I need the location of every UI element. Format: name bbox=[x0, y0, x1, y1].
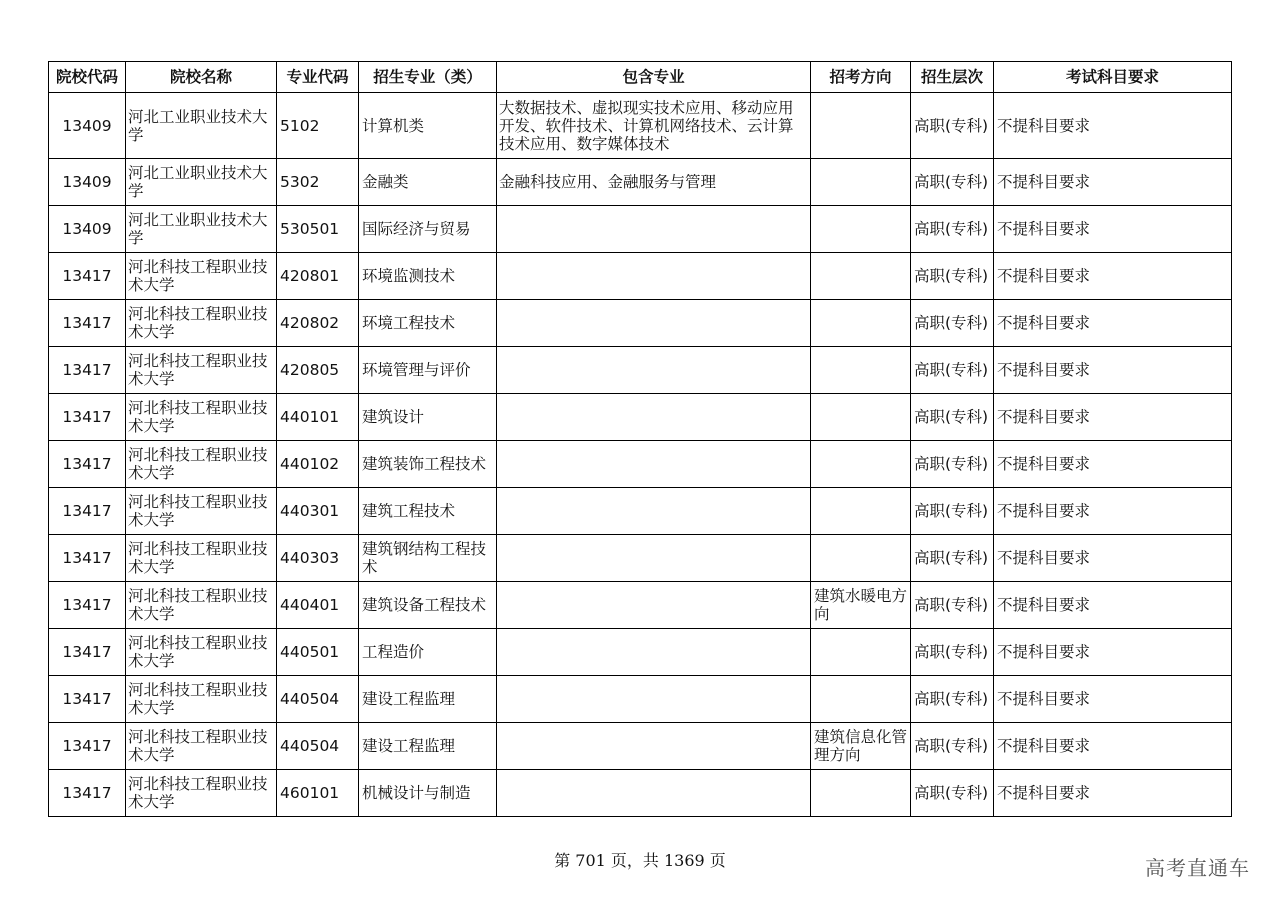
table-row bbox=[49, 723, 1232, 770]
cell-included-majors bbox=[497, 488, 811, 535]
table-row bbox=[49, 206, 1232, 253]
cell-school-name: 河北科技工程职业技术大学 bbox=[126, 394, 277, 441]
cell-included-majors bbox=[497, 394, 811, 441]
cell-direction bbox=[811, 394, 911, 441]
cell-requirement: 不提科目要求 bbox=[994, 347, 1232, 394]
table-header-row bbox=[49, 62, 1232, 93]
cell-school-code: 13417 bbox=[49, 441, 126, 488]
header-major-code: 专业代码 bbox=[277, 62, 359, 93]
table-row bbox=[49, 535, 1232, 582]
cell-major: 建设工程监理 bbox=[359, 723, 497, 770]
cell-level: 高职(专科) bbox=[911, 394, 994, 441]
cell-major: 建筑设备工程技术 bbox=[359, 582, 497, 629]
cell-level: 高职(专科) bbox=[911, 300, 994, 347]
cell-major-code: 440303 bbox=[277, 535, 359, 582]
cell-included-majors bbox=[497, 347, 811, 394]
cell-school-code: 13417 bbox=[49, 253, 126, 300]
cell-requirement: 不提科目要求 bbox=[994, 300, 1232, 347]
cell-requirement: 不提科目要求 bbox=[994, 253, 1232, 300]
table-row bbox=[49, 394, 1232, 441]
cell-school-code: 13417 bbox=[49, 723, 126, 770]
cell-included-majors bbox=[497, 441, 811, 488]
cell-major: 建筑装饰工程技术 bbox=[359, 441, 497, 488]
table-row bbox=[49, 488, 1232, 535]
header-school-name: 院校名称 bbox=[126, 62, 277, 93]
cell-direction bbox=[811, 253, 911, 300]
cell-school-name: 河北科技工程职业技术大学 bbox=[126, 770, 277, 817]
cell-requirement: 不提科目要求 bbox=[994, 441, 1232, 488]
cell-school-name: 河北科技工程职业技术大学 bbox=[126, 300, 277, 347]
table-row bbox=[49, 770, 1232, 817]
cell-included-majors bbox=[497, 253, 811, 300]
cell-school-name: 河北工业职业技术大学 bbox=[126, 93, 277, 159]
cell-major: 环境工程技术 bbox=[359, 300, 497, 347]
cell-major-code: 440102 bbox=[277, 441, 359, 488]
cell-included-majors bbox=[497, 629, 811, 676]
cell-school-name: 河北科技工程职业技术大学 bbox=[126, 582, 277, 629]
cell-requirement: 不提科目要求 bbox=[994, 629, 1232, 676]
header-included-majors: 包含专业 bbox=[497, 62, 811, 93]
cell-included-majors bbox=[497, 770, 811, 817]
cell-major: 环境管理与评价 bbox=[359, 347, 497, 394]
cell-major: 建设工程监理 bbox=[359, 676, 497, 723]
cell-school-name: 河北科技工程职业技术大学 bbox=[126, 441, 277, 488]
cell-included-majors bbox=[497, 535, 811, 582]
cell-school-name: 河北科技工程职业技术大学 bbox=[126, 535, 277, 582]
cell-level: 高职(专科) bbox=[911, 723, 994, 770]
cell-requirement: 不提科目要求 bbox=[994, 159, 1232, 206]
cell-level: 高职(专科) bbox=[911, 253, 994, 300]
cell-school-code: 13417 bbox=[49, 347, 126, 394]
cell-requirement: 不提科目要求 bbox=[994, 93, 1232, 159]
cell-direction bbox=[811, 347, 911, 394]
cell-direction bbox=[811, 441, 911, 488]
cell-direction bbox=[811, 488, 911, 535]
cell-school-name: 河北科技工程职业技术大学 bbox=[126, 629, 277, 676]
cell-school-code: 13417 bbox=[49, 676, 126, 723]
cell-major-code: 440501 bbox=[277, 629, 359, 676]
cell-included-majors bbox=[497, 300, 811, 347]
cell-level: 高职(专科) bbox=[911, 93, 994, 159]
cell-level: 高职(专科) bbox=[911, 770, 994, 817]
cell-level: 高职(专科) bbox=[911, 159, 994, 206]
table-row bbox=[49, 300, 1232, 347]
header-major: 招生专业（类） bbox=[359, 62, 497, 93]
cell-level: 高职(专科) bbox=[911, 582, 994, 629]
cell-major: 金融类 bbox=[359, 159, 497, 206]
cell-school-name: 河北科技工程职业技术大学 bbox=[126, 488, 277, 535]
cell-major-code: 420802 bbox=[277, 300, 359, 347]
cell-major: 建筑设计 bbox=[359, 394, 497, 441]
table-row bbox=[49, 629, 1232, 676]
cell-school-code: 13409 bbox=[49, 206, 126, 253]
cell-school-code: 13417 bbox=[49, 535, 126, 582]
table-body bbox=[49, 93, 1232, 817]
cell-level: 高职(专科) bbox=[911, 441, 994, 488]
watermark-text: 高考直通车 bbox=[1145, 856, 1250, 880]
cell-included-majors: 大数据技术、虚拟现实技术应用、移动应用开发、软件技术、计算机网络技术、云计算技术应用、数字媒体技术 bbox=[497, 93, 811, 159]
cell-requirement: 不提科目要求 bbox=[994, 394, 1232, 441]
admissions-table bbox=[48, 61, 1232, 817]
cell-level: 高职(专科) bbox=[911, 676, 994, 723]
cell-direction: 建筑水暖电方向 bbox=[811, 582, 911, 629]
cell-major-code: 440401 bbox=[277, 582, 359, 629]
cell-major-code: 420801 bbox=[277, 253, 359, 300]
cell-direction bbox=[811, 300, 911, 347]
header-requirement: 考试科目要求 bbox=[994, 62, 1232, 93]
cell-major: 环境监测技术 bbox=[359, 253, 497, 300]
cell-requirement: 不提科目要求 bbox=[994, 723, 1232, 770]
page-number: 第 701 页，共 1369 页 bbox=[554, 851, 726, 870]
cell-school-code: 13417 bbox=[49, 300, 126, 347]
cell-school-code: 13417 bbox=[49, 582, 126, 629]
cell-school-code: 13409 bbox=[49, 159, 126, 206]
cell-included-majors bbox=[497, 723, 811, 770]
cell-requirement: 不提科目要求 bbox=[994, 582, 1232, 629]
cell-school-code: 13417 bbox=[49, 629, 126, 676]
table-row bbox=[49, 582, 1232, 629]
table-row bbox=[49, 441, 1232, 488]
cell-included-majors bbox=[497, 676, 811, 723]
cell-school-code: 13409 bbox=[49, 93, 126, 159]
header-direction: 招考方向 bbox=[811, 62, 911, 93]
cell-requirement: 不提科目要求 bbox=[994, 206, 1232, 253]
cell-direction: 建筑信息化管理方向 bbox=[811, 723, 911, 770]
cell-requirement: 不提科目要求 bbox=[994, 770, 1232, 817]
cell-major: 建筑钢结构工程技术 bbox=[359, 535, 497, 582]
table-row bbox=[49, 347, 1232, 394]
cell-direction bbox=[811, 93, 911, 159]
cell-included-majors bbox=[497, 206, 811, 253]
table-row bbox=[49, 253, 1232, 300]
cell-direction bbox=[811, 206, 911, 253]
cell-direction bbox=[811, 676, 911, 723]
cell-major-code: 440101 bbox=[277, 394, 359, 441]
cell-included-majors: 金融科技应用、金融服务与管理 bbox=[497, 159, 811, 206]
cell-level: 高职(专科) bbox=[911, 488, 994, 535]
cell-requirement: 不提科目要求 bbox=[994, 488, 1232, 535]
cell-major-code: 460101 bbox=[277, 770, 359, 817]
cell-major-code: 440504 bbox=[277, 723, 359, 770]
cell-level: 高职(专科) bbox=[911, 629, 994, 676]
cell-major-code: 5302 bbox=[277, 159, 359, 206]
cell-direction bbox=[811, 629, 911, 676]
cell-direction bbox=[811, 535, 911, 582]
header-school-code: 院校代码 bbox=[49, 62, 126, 93]
header-level: 招生层次 bbox=[911, 62, 994, 93]
cell-school-name: 河北科技工程职业技术大学 bbox=[126, 723, 277, 770]
cell-requirement: 不提科目要求 bbox=[994, 535, 1232, 582]
cell-school-name: 河北科技工程职业技术大学 bbox=[126, 347, 277, 394]
cell-direction bbox=[811, 770, 911, 817]
cell-school-code: 13417 bbox=[49, 770, 126, 817]
cell-major: 计算机类 bbox=[359, 93, 497, 159]
cell-major: 国际经济与贸易 bbox=[359, 206, 497, 253]
cell-major: 机械设计与制造 bbox=[359, 770, 497, 817]
cell-level: 高职(专科) bbox=[911, 206, 994, 253]
cell-major-code: 420805 bbox=[277, 347, 359, 394]
cell-school-name: 河北科技工程职业技术大学 bbox=[126, 676, 277, 723]
table-row bbox=[49, 676, 1232, 723]
cell-major: 建筑工程技术 bbox=[359, 488, 497, 535]
cell-major-code: 5102 bbox=[277, 93, 359, 159]
cell-school-name: 河北工业职业技术大学 bbox=[126, 159, 277, 206]
cell-school-code: 13417 bbox=[49, 488, 126, 535]
cell-major-code: 440504 bbox=[277, 676, 359, 723]
cell-included-majors bbox=[497, 582, 811, 629]
cell-direction bbox=[811, 159, 911, 206]
cell-level: 高职(专科) bbox=[911, 535, 994, 582]
cell-requirement: 不提科目要求 bbox=[994, 676, 1232, 723]
cell-school-name: 河北科技工程职业技术大学 bbox=[126, 253, 277, 300]
cell-school-code: 13417 bbox=[49, 394, 126, 441]
table-row bbox=[49, 93, 1232, 159]
cell-major-code: 530501 bbox=[277, 206, 359, 253]
cell-level: 高职(专科) bbox=[911, 347, 994, 394]
table-row bbox=[49, 159, 1232, 206]
cell-major-code: 440301 bbox=[277, 488, 359, 535]
cell-school-name: 河北工业职业技术大学 bbox=[126, 206, 277, 253]
cell-major: 工程造价 bbox=[359, 629, 497, 676]
